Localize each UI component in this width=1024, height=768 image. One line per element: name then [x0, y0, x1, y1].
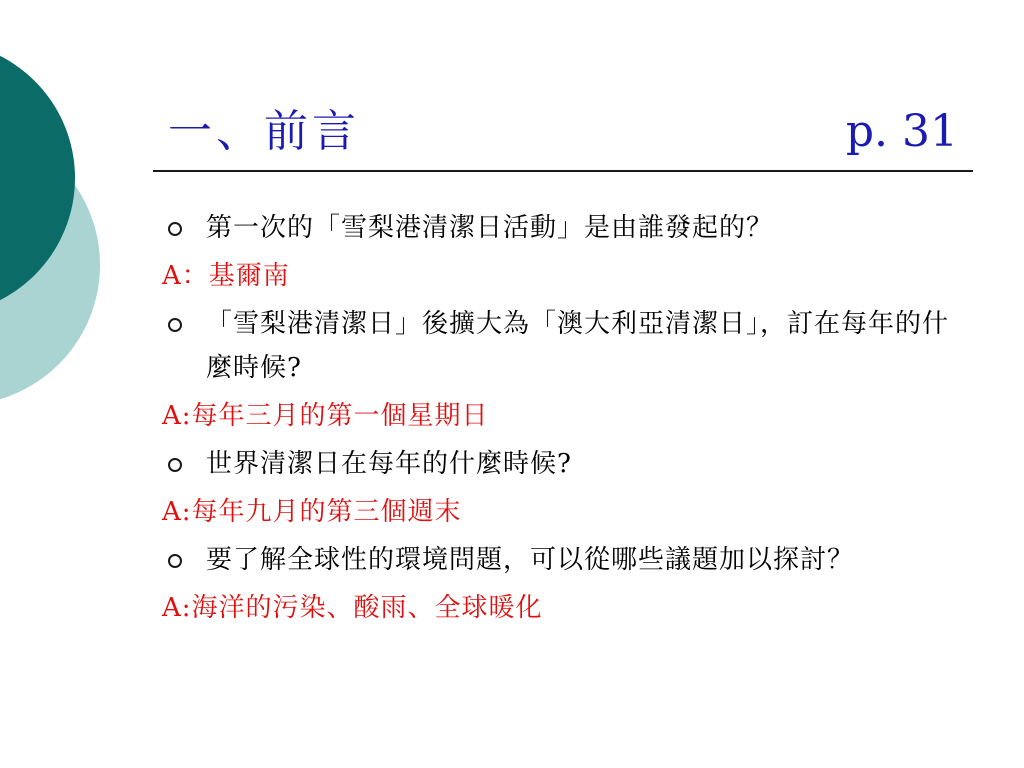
hollow-circle-bullet-icon [168, 554, 182, 568]
page-reference: p. 31 [845, 106, 958, 157]
hollow-circle-bullet-icon [168, 458, 182, 472]
qa-list [160, 206, 960, 634]
title-divider [153, 170, 973, 172]
slide-title: 一、前言 [168, 106, 360, 157]
question-text: 世界清潔日在每年的什麼時候? [206, 449, 572, 479]
answer-3: A:每年九月的第三個週末 [162, 497, 462, 527]
title-row [168, 102, 958, 164]
question-4 [160, 538, 960, 582]
answer-1: A：基爾南 [162, 261, 290, 291]
question-1 [160, 206, 960, 250]
hollow-circle-bullet-icon [168, 222, 182, 236]
question-3 [160, 442, 960, 486]
question-text: 要了解全球性的環境問題，可以從哪些議題加以探討？ [206, 545, 855, 575]
hollow-circle-bullet-icon [168, 318, 182, 332]
question-2 [160, 302, 960, 390]
answer-2: A:每年三月的第一個星期日 [162, 401, 489, 431]
answer-4: A:海洋的污染、酸雨、全球暖化 [162, 593, 543, 623]
question-text: 「雪梨港清潔日」後擴大為「澳大利亞清潔日」，訂在每年的什麼時候? [206, 309, 950, 383]
decorative-circles [0, 0, 110, 410]
question-text: 第一次的「雪梨港清潔日活動」是由誰發起的？ [206, 213, 774, 243]
